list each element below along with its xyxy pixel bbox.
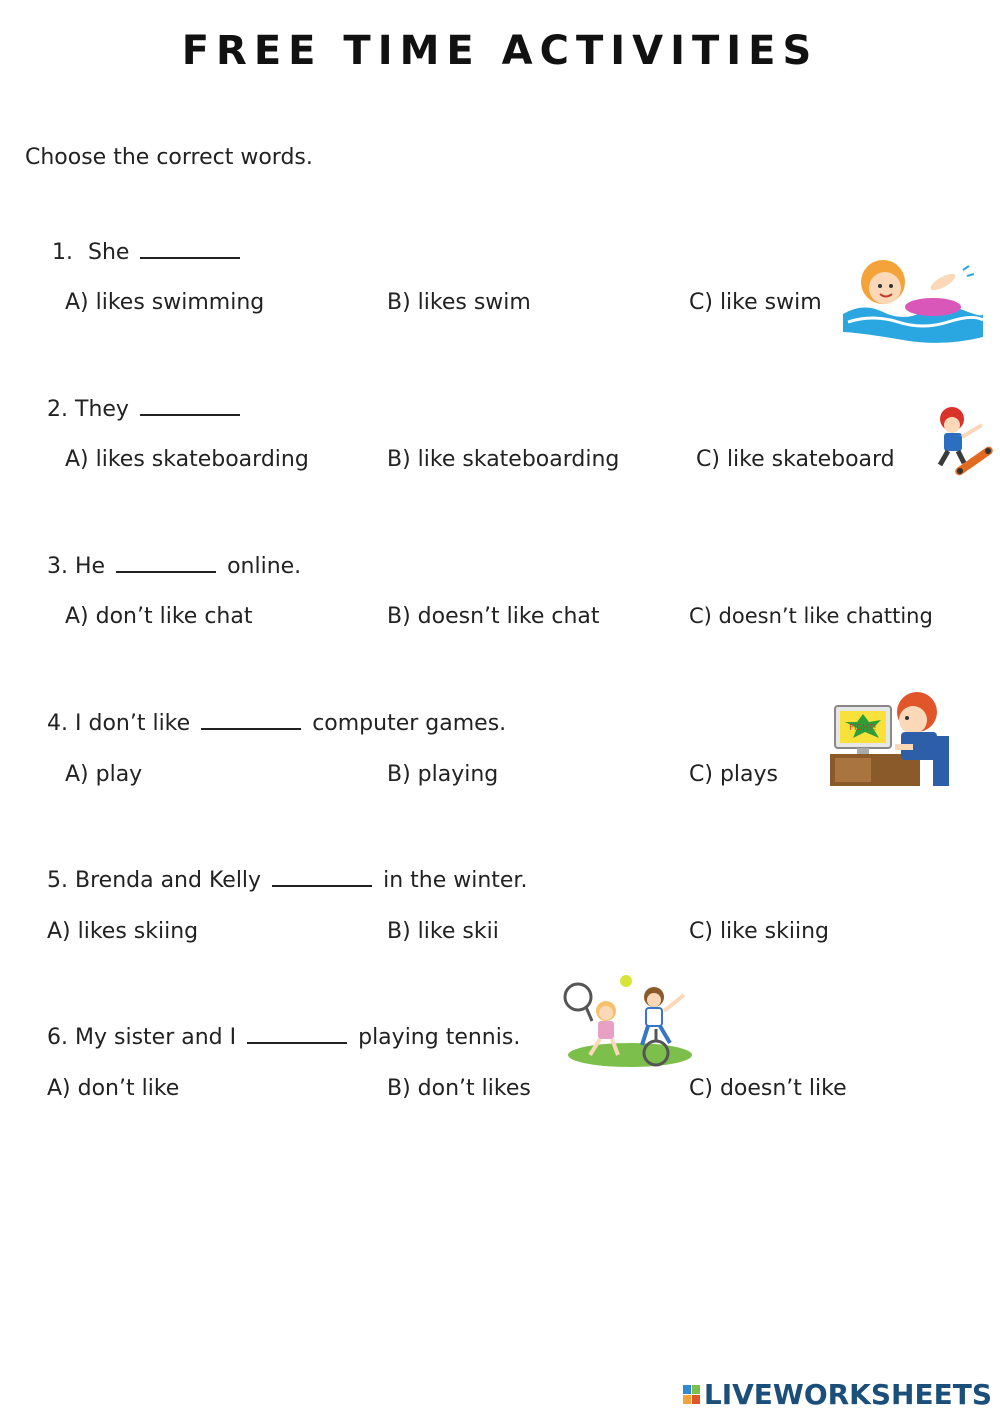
- option-3a[interactable]: A) don’t like chat: [65, 604, 253, 629]
- question-1: [52, 237, 244, 265]
- question-text: He: [75, 554, 106, 579]
- logo-mark-icon: [683, 1385, 700, 1404]
- logo-text: LIVEWORKSHEETS: [703, 1378, 992, 1411]
- question-number: 1.: [52, 240, 73, 265]
- question-text: I don’t like: [75, 711, 191, 736]
- option-2c[interactable]: C) like skateboard: [696, 447, 895, 472]
- option-5c[interactable]: C) like skiing: [689, 919, 829, 944]
- question-2: [47, 394, 244, 422]
- question-text-after: playing tennis.: [358, 1025, 521, 1050]
- answer-blank[interactable]: [272, 865, 372, 887]
- option-2b[interactable]: B) like skateboarding: [387, 447, 620, 472]
- option-6a[interactable]: A) don’t like: [47, 1076, 180, 1101]
- question-3: [47, 551, 301, 579]
- option-5a[interactable]: A) likes skiing: [47, 919, 199, 944]
- question-6: [47, 1022, 520, 1050]
- option-6b[interactable]: B) don’t likes: [387, 1076, 531, 1101]
- answer-blank[interactable]: [247, 1022, 347, 1044]
- question-text: She: [88, 240, 130, 265]
- question-number: 6.: [47, 1025, 68, 1050]
- swimming-girl-illustration: [843, 252, 983, 347]
- question-text-after: computer games.: [312, 711, 507, 736]
- option-4b[interactable]: B) playing: [387, 762, 499, 787]
- computer-screen-text: FIGHT!: [849, 723, 877, 732]
- question-4: [47, 708, 506, 736]
- option-1c[interactable]: C) like swim: [689, 290, 822, 315]
- answer-blank[interactable]: [140, 394, 240, 416]
- question-text-after: online.: [227, 554, 302, 579]
- question-text-after: in the winter.: [383, 868, 528, 893]
- question-number: 4.: [47, 711, 68, 736]
- option-1a[interactable]: A) likes swimming: [65, 290, 265, 315]
- question-text: Brenda and Kelly: [75, 868, 262, 893]
- question-5: [47, 865, 527, 893]
- option-4a[interactable]: A) play: [65, 762, 143, 787]
- question-text: They: [75, 397, 129, 422]
- option-4c[interactable]: C) plays: [689, 762, 778, 787]
- option-1b[interactable]: B) likes swim: [387, 290, 531, 315]
- option-3b[interactable]: B) doesn’t like chat: [387, 604, 600, 629]
- option-3c[interactable]: C) doesn’t like chatting: [689, 604, 933, 628]
- answer-blank[interactable]: [140, 237, 240, 259]
- question-number: 2.: [47, 397, 68, 422]
- instruction: Choose the correct words.: [25, 145, 313, 170]
- question-text: My sister and I: [75, 1025, 237, 1050]
- answer-blank[interactable]: [201, 708, 301, 730]
- option-6c[interactable]: C) doesn’t like: [689, 1076, 847, 1101]
- question-number: 3.: [47, 554, 68, 579]
- page-title: FREE TIME ACTIVITIES: [181, 28, 819, 74]
- liveworksheets-logo: [683, 1378, 992, 1411]
- question-number: 5.: [47, 868, 68, 893]
- option-2a[interactable]: A) likes skateboarding: [65, 447, 309, 472]
- option-5b[interactable]: B) like skii: [387, 919, 499, 944]
- answer-blank[interactable]: [116, 551, 216, 573]
- boy-computer-illustration: [825, 684, 955, 794]
- skateboarder-illustration: [930, 405, 1000, 477]
- tennis-kids-illustration: [560, 975, 700, 1070]
